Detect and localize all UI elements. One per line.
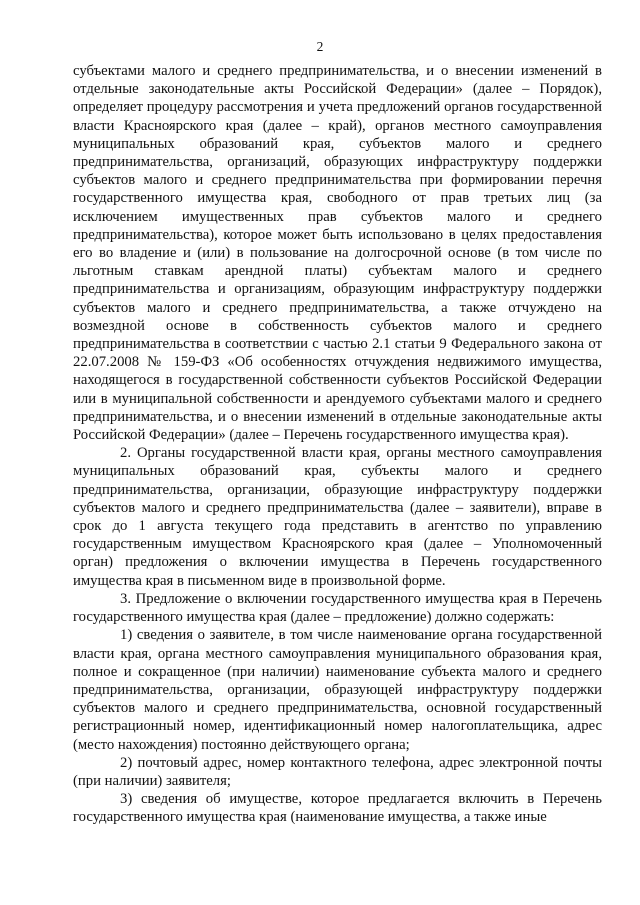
paragraph-item-3-proposal-content: 3. Предложение о включении государственного имущества края в Перечень государственного имущества края (далее – предложение) должно содержать:	[73, 590, 602, 626]
page-number: 2	[316, 39, 324, 54]
paragraph-subitem-3-property-info: 3) сведения об имуществе, которое предлагается включить в Перечень государственного имущества края (наименование имущества, а также иные	[73, 791, 602, 826]
paragraph-item-2-applicants: 2. Органы государственной власти края, органы местного самоуправления муниципальных образований края, субъекты малого и среднего предпринимательства, организации, образующие инфраструктуру поддержки субъектов малого и среднего предпринимательства (далее – заявители), вправе в срок до 1 августа текущего года представить в агентство по управлению государственным имуществом Красноярского края (далее – Уполномоченный орган) предложения о включении имущества в Перечень государственного имущества края в письменном виде в произвольной форме.	[73, 445, 602, 589]
paragraph-subitem-1-applicant-info: 1) сведения о заявителе, в том числе наименование органа государственной власти края, органа местного самоуправления муниципального образования края, полное и сокращенное (при наличии) наименование субъекта малого и среднего предпринимательства, организации, образующей инфраструктуру поддержки субъектов малого и среднего предпринимательства, основной государственный регистрационный номер, идентификационный номер налогоплательщика, адрес (место нахождения) постоянно действующего органа;	[73, 627, 602, 753]
document-body	[73, 62, 602, 827]
paragraph-procedure-definition: субъектами малого и среднего предпринимательства, и о внесении изменений в отдельные законодательные акты Российской Федерации» (далее – Порядок), определяет процедуру рассмотрения и учета предложений органов государственной власти Красноярского края (далее – край), органов местного самоуправления муниципальных образований края, субъектов малого и среднего предпринимательства, организаций, образующих инфраструктуру поддержки субъектов малого и среднего предпринимательства при формировании перечня государственного имущества края, свободного от прав третьих лиц (за исключением имущественных прав субъектов малого и среднего предпринимательства), которое может быть использовано в целях предоставления его во владение и (или) в пользование на долгосрочной основе (в том числе по льготным ставкам арендной платы) субъектам малого и среднего предпринимательства и организациям, образующим инфраструктуру поддержки субъектов малого и среднего предпринимательства, а также отчуждено на возмездной основе в собственность субъектов малого и среднего предпринимательства в соответствии с частью 2.1 статьи 9 Федерального закона от 22.07.2008 № 159-ФЗ «Об особенностях отчуждения недвижимого имущества, находящегося в государственной собственности субъектов Российской Федерации или в муниципальной собственности и арендуемого субъектами малого и среднего предпринимательства, и о внесении изменений в отдельные законодательные акты Российской Федерации» (далее – Перечень государственного имущества края).	[73, 63, 602, 444]
paragraph-subitem-2-contacts: 2) почтовый адрес, номер контактного телефона, адрес электронной почты (при наличии) заявителя;	[73, 754, 602, 789]
